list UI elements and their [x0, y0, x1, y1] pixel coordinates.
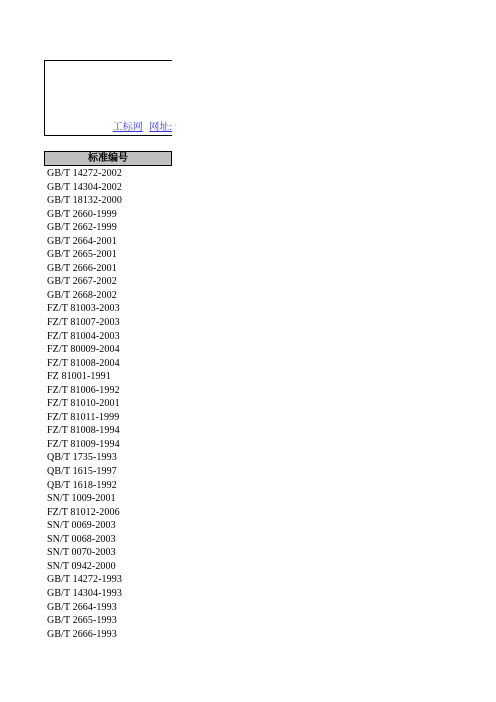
table-row: GB/T 2660-1999 [47, 208, 117, 220]
table-row: GB/T 14272-2002 [47, 168, 122, 179]
table-row: GB/T 2664-2001 [47, 235, 117, 247]
table-row: QB/T 1735-1993 [47, 452, 117, 464]
table-row: GB/T 2665-1993 [47, 615, 117, 627]
table-row: GB/T 2666-1993 [47, 628, 117, 640]
table-row: GB/T 2662-1999 [47, 222, 117, 234]
table-row: SN/T 0070-2003 [47, 547, 116, 559]
table-row: GB/T 14304-2002 [47, 181, 122, 193]
table-row: FZ/T 81008-2004 [47, 357, 120, 369]
site-link[interactable]: 工标网 [112, 122, 143, 133]
table-row: GB/T 14304-1993 [47, 587, 122, 599]
table-row: FZ/T 81010-2001 [47, 398, 120, 410]
table-row: QB/T 1618-1992 [47, 479, 117, 491]
header-links [109, 118, 172, 133]
table-row: GB/T 2667-2002 [47, 276, 117, 288]
table-row: FZ/T 81004-2003 [47, 330, 120, 342]
table-row: SN/T 1009-2001 [47, 493, 116, 505]
table-row: FZ/T 81009-1994 [47, 438, 120, 450]
table-row: FZ/T 81007-2003 [47, 317, 120, 329]
table-row: FZ/T 81003-2003 [47, 303, 120, 315]
header-box [44, 60, 172, 136]
table-row: GB/T 2668-2002 [47, 289, 117, 301]
table-row: FZ/T 81011-1999 [47, 411, 120, 423]
table-row: GB/T 14272-1993 [47, 574, 122, 586]
table-row: FZ 81001-1991 [47, 371, 111, 383]
table-row: GB/T 2664-1993 [47, 601, 117, 613]
table-row: GB/T 2666-2001 [47, 262, 117, 274]
column-header-standard-number: 标准编号 [44, 151, 172, 166]
table-row: SN/T 0068-2003 [47, 533, 116, 545]
table-row: GB/T 18132-2000 [47, 195, 122, 207]
table-row: FZ/T 81012-2006 [47, 506, 120, 518]
table-row: SN/T 0069-2003 [47, 520, 116, 532]
table-row: QB/T 1615-1997 [47, 466, 117, 478]
table-row: SN/T 0942-2000 [47, 560, 116, 572]
standard-number-list [47, 167, 122, 641]
table-row: FZ/T 80009-2004 [47, 344, 120, 356]
table-row: FZ/T 81006-1992 [47, 384, 120, 396]
table-row: GB/T 2665-2001 [47, 249, 117, 261]
table-row: FZ/T 81008-1994 [47, 425, 120, 437]
url-link[interactable]: 网址: [149, 122, 172, 133]
